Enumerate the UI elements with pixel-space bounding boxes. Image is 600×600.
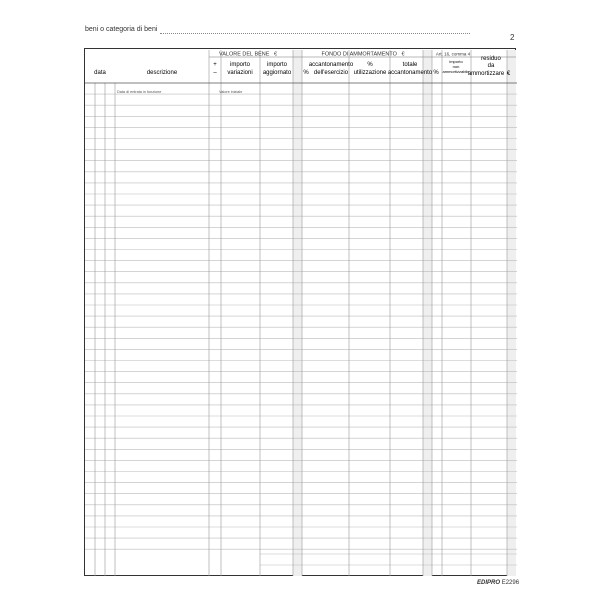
product-code: E2296	[501, 580, 520, 586]
group-valore-label: VALORE DEL BENE	[218, 51, 270, 58]
euro-symbol: €	[506, 71, 511, 77]
col-util-1: %	[367, 62, 373, 68]
col-pct2: %	[433, 70, 439, 76]
col-util-2: utilizzazione	[353, 70, 387, 76]
col-residuo-3: ammortizzare	[467, 71, 505, 77]
col-descrizione: descrizione	[146, 70, 178, 76]
initial-value-label: Valore iniziale	[219, 90, 243, 94]
col-minus: –	[213, 70, 217, 76]
col-residuo-1: residuo	[481, 56, 501, 62]
col-data: data	[94, 70, 106, 76]
col-plus: +	[213, 62, 217, 68]
euro-symbol: €	[401, 51, 405, 58]
col-residuo-2: da	[487, 63, 495, 69]
col-importo-var-1: importo	[229, 62, 251, 68]
col-nonamm-1: importo	[449, 59, 463, 64]
residuo-col-shade	[507, 50, 516, 576]
col-importo-agg-1: importo	[266, 62, 288, 68]
publisher-brand	[477, 580, 519, 586]
col-importo-agg-2: aggiornato	[262, 70, 292, 76]
art-label: Art. 16, comma 4	[435, 51, 471, 57]
col-nonamm-2: non	[452, 64, 460, 69]
svg-text:FONDO DI AMMORTAMENTO €	[321, 52, 404, 58]
group-fondo-label: FONDO DI AMMORTAMENTO	[321, 51, 397, 58]
pct2-col-shade	[423, 50, 432, 576]
amortization-ledger	[84, 48, 516, 576]
col-tot-2: accantonamento	[387, 70, 433, 76]
category-fill-line[interactable]	[160, 33, 470, 34]
col-pct: %	[303, 70, 309, 76]
svg-text:VALORE DEL BENE €	[219, 52, 277, 58]
col-nonamm-3: ammortizzabile	[442, 69, 470, 74]
svg-text:ammortizzare €	[468, 71, 511, 77]
pct-col-shade	[293, 50, 302, 576]
ledger-grid	[85, 49, 517, 577]
entry-date-label: Data di entrata in funzione	[117, 90, 162, 94]
page-number: 2	[510, 33, 515, 42]
col-tot-1: totale	[402, 62, 418, 68]
brand-name: EDIPRO	[477, 580, 501, 586]
category-label: beni o categoria di beni	[85, 26, 158, 33]
euro-symbol: €	[273, 51, 278, 58]
col-acc-es-1: accantonamento	[308, 62, 354, 68]
col-importo-var-2: variazioni	[227, 70, 253, 76]
col-acc-es-2: dell'esercizio	[313, 70, 349, 76]
